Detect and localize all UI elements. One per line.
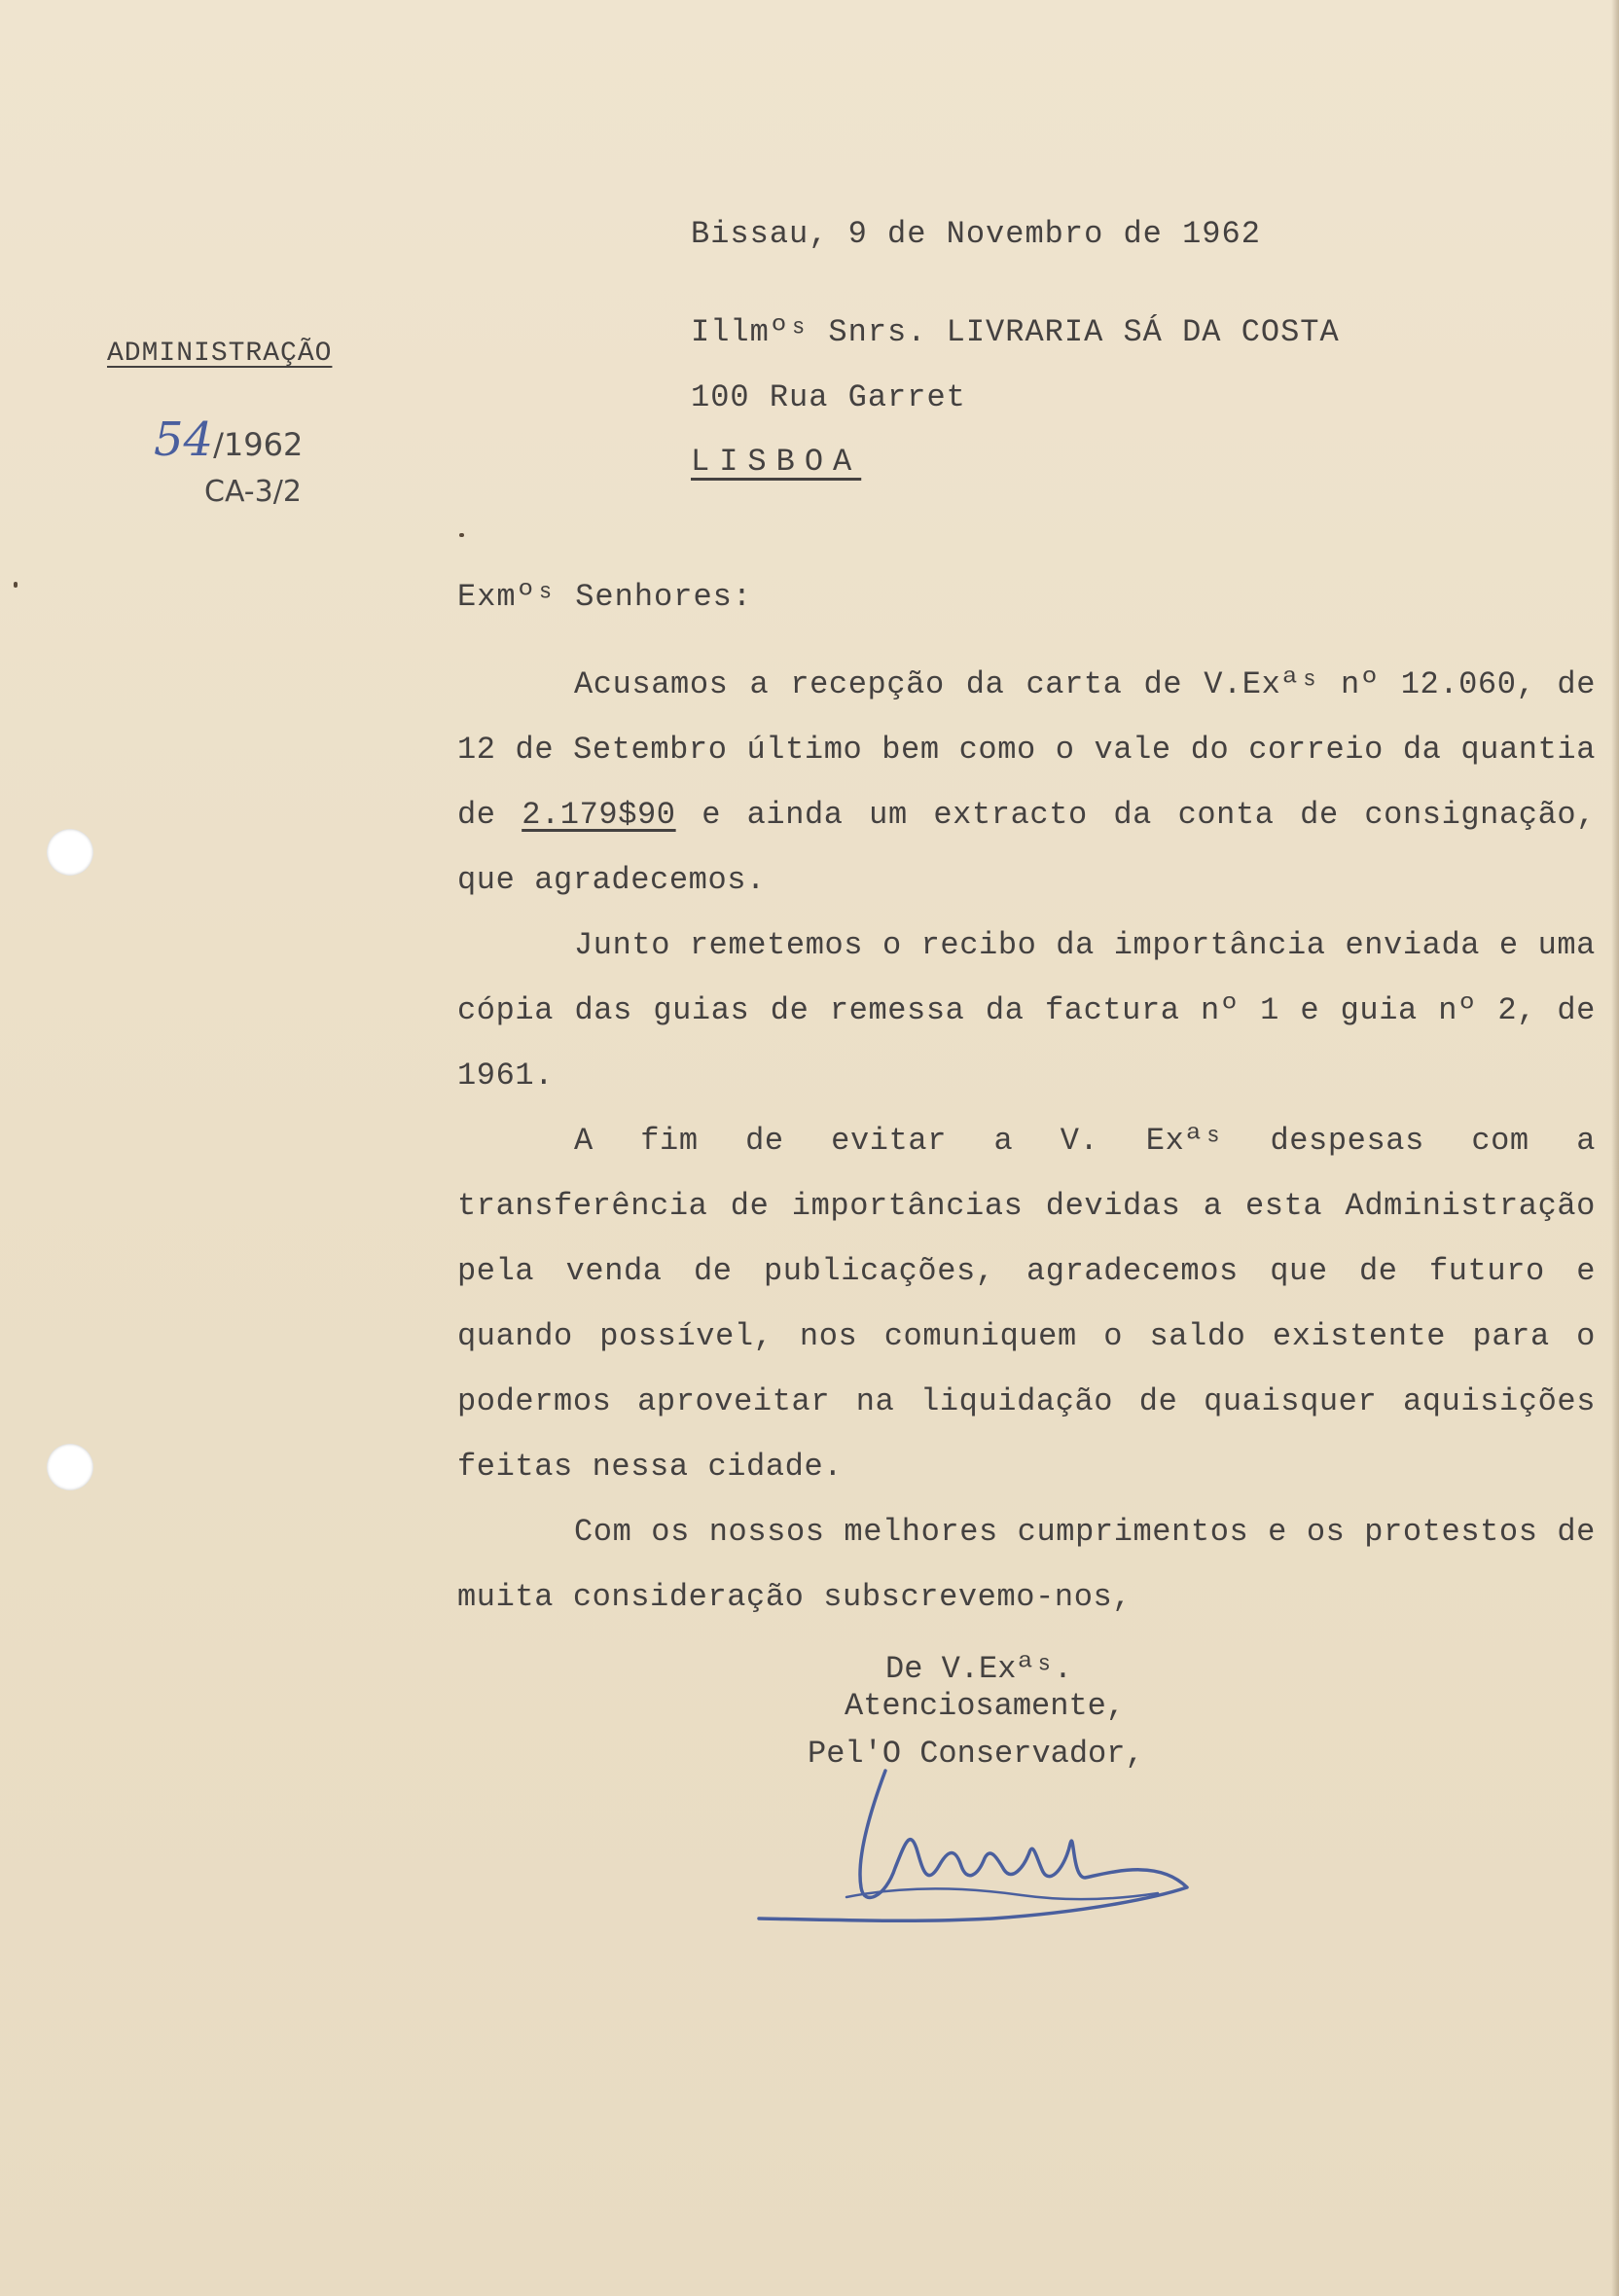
page-edge-shadow	[1611, 0, 1619, 2296]
street-line: 100 Rua Garret	[691, 379, 966, 415]
punch-hole-top	[47, 829, 93, 876]
payment-amount: 2.179$90	[522, 797, 676, 833]
reference-year: /1962	[213, 426, 304, 463]
handwritten-number: 54	[154, 413, 214, 467]
paragraph-3: A fim de evitar a V. Exªˢ despesas com a transferência de importâncias devidas a esta Administração pela venda de publicações, agradecemos que de futuro e quando possível, nos comuniquem o saldo existente para o podermos aproveitar na liquidação de quaisquer aquisições feitas nessa cidade.	[457, 1123, 1596, 1485]
letter-body	[457, 652, 1596, 1630]
paragraph-1-text-b: e ainda um extracto da conta de consignação, que agradecemos.	[457, 797, 1596, 898]
paragraph-1	[457, 652, 1596, 913]
punch-hole-bottom	[47, 1444, 93, 1490]
paragraph-2: Junto remetemos o recibo da importância enviada e uma cópia das guias de remessa da factura nº 1 e guia nº 2, de 1961.	[457, 927, 1596, 1094]
ink-speck	[459, 533, 464, 537]
closing-line-2: Atenciosamente,	[845, 1688, 1126, 1724]
reference-code: CA-3/2	[204, 475, 302, 509]
salutation: Exmºˢ Senhores:	[457, 579, 753, 615]
paragraph-4: Com os nossos melhores cumprimentos e os protestos de muita consideração subscrevemo-nos,	[457, 1514, 1596, 1615]
closing-line-1: De V.Exªˢ.	[885, 1651, 1073, 1687]
closing-line-3: Pel'O Conservador,	[808, 1736, 1144, 1772]
ink-speck	[14, 582, 18, 588]
handwritten-signature	[701, 1751, 1245, 1926]
department-heading: ADMINISTRAÇÃO	[107, 339, 333, 369]
date-line: Bissau, 9 de Novembro de 1962	[691, 216, 1261, 252]
paragraph-1-text-a: Acusamos a recepção da carta de V.Exªˢ nº 12.060, de 12 de Setembro último bem como o vale do correio da quantia de	[457, 666, 1596, 833]
city-line: LISBOA	[691, 444, 862, 480]
reference-number	[154, 413, 303, 467]
recipient-line: Illmºˢ Snrs. LIVRARIA SÁ DA COSTA	[691, 314, 1340, 350]
